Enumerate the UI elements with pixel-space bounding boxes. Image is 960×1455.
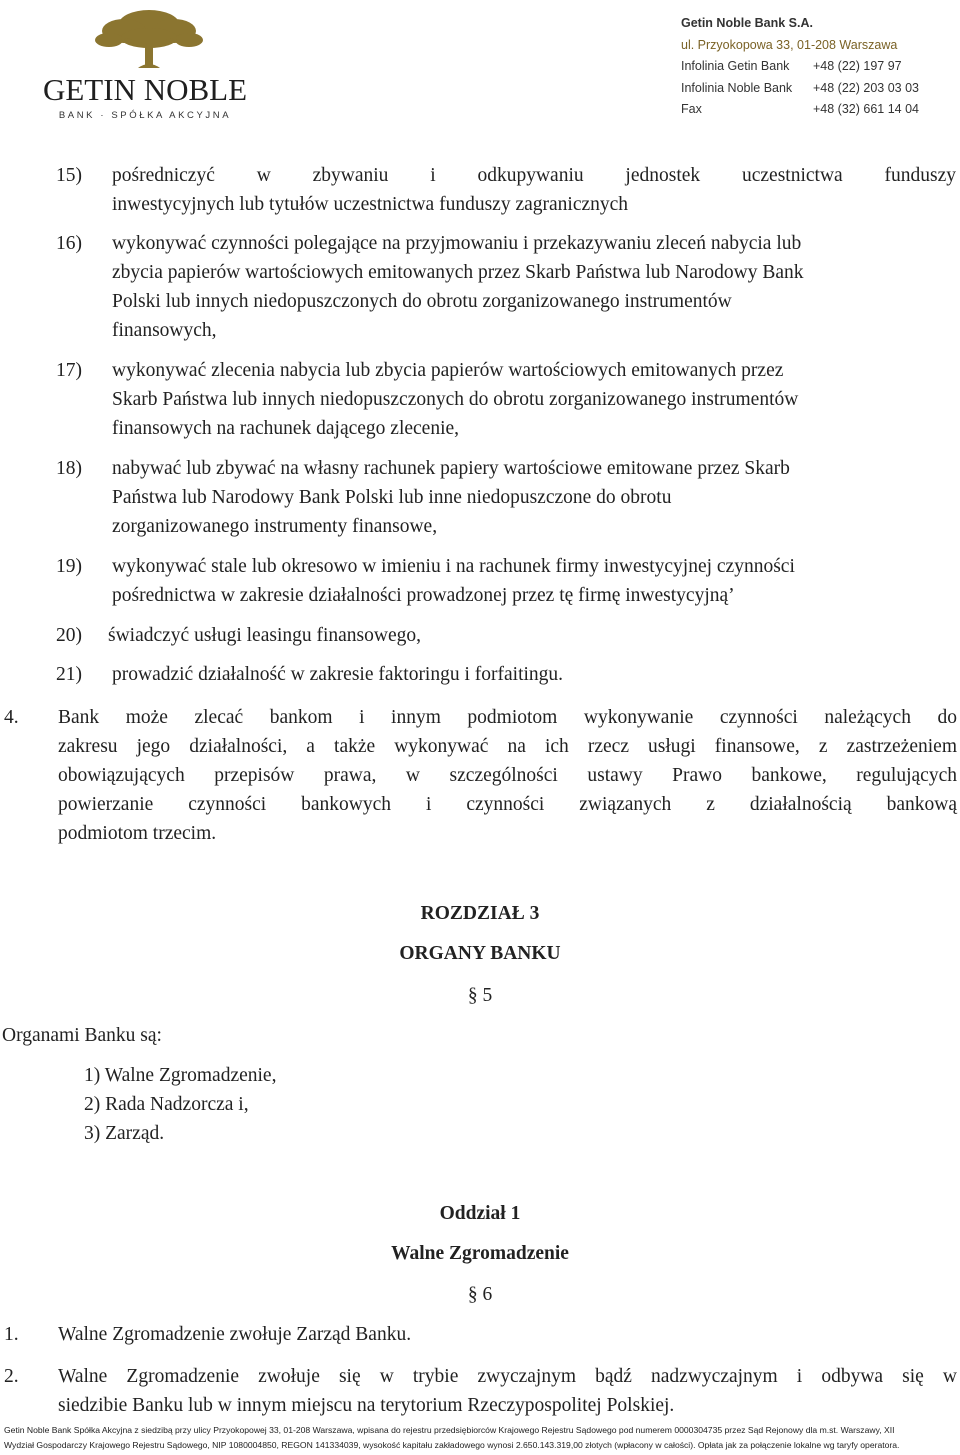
division-subtitle: Walne Zgromadzenie bbox=[391, 1243, 569, 1264]
bank-logo bbox=[30, 4, 250, 124]
footer-line: Getin Noble Bank Spółka Akcyjna z siedzibą przy ulicy Przyokopowej 33, 01-208 Warszawa, wpisana do rejestru przedsiębiorców Krajowego Rejestru Sądowego pod numerem 0000304735 przez Sąd Rejonowy dla m.st. Warszawy, XII bbox=[4, 1425, 895, 1435]
footer-line: Wydział Gospodarczy Krajowego Rejestru Sądowego, NIP 1080004850, REGON 141334039, wysokość kapitału zakładowego wynosi 2.650.143.319,00 złotych (wpłacony w całości). Opłata jak za połączenie lokalne wg taryfy operatora. bbox=[4, 1440, 900, 1450]
item-line: finansowych, bbox=[112, 320, 217, 341]
item-line: wykonywać stale lub okresowo w imieniu i na rachunek firmy inwestycyjnej czynności bbox=[112, 556, 795, 577]
contact-row bbox=[681, 56, 919, 78]
oak-tree-icon bbox=[94, 4, 204, 70]
contact-address: ul. Przyokopowa 33, 01-208 Warszawa bbox=[681, 38, 898, 52]
item-number: 19) bbox=[56, 556, 82, 577]
item-line: wykonywać czynności polegające na przyjmowaniu i przekazywaniu zleceń nabycia lub bbox=[112, 233, 802, 254]
point-line: Walne Zgromadzenie zwołuje Zarząd Banku. bbox=[58, 1324, 412, 1345]
section-number: § 5 bbox=[467, 985, 493, 1006]
point-line: Walne Zgromadzenie zwołuje się w trybie zwyczajnym bądź nadzwyczajnym i odbywa się w bbox=[58, 1366, 957, 1387]
item-line: nabywać lub zbywać na własny rachunek papiery wartościowe emitowane przez Skarb bbox=[112, 458, 790, 479]
contact-label: Fax bbox=[681, 102, 702, 116]
item-line: Państwa lub Narodowy Bank Polski lub inne niedopuszczone do obrotu bbox=[112, 487, 672, 508]
contact-value: +48 (32) 661 14 04 bbox=[813, 102, 919, 116]
item-number: 17) bbox=[56, 360, 82, 381]
contact-value: +48 (22) 197 97 bbox=[813, 59, 902, 73]
item-number: 15) bbox=[56, 165, 82, 186]
chapter-subtitle: ORGANY BANKU bbox=[399, 943, 561, 964]
item-line: Polski lub innych niedopuszczonych do obrotu zorganizowanego instrumentów bbox=[112, 291, 732, 312]
contact-label: Infolinia Noble Bank bbox=[681, 80, 793, 95]
organ-item: 2) Rada Nadzorcza i, bbox=[84, 1094, 249, 1115]
organ-item: 1) Walne Zgromadzenie, bbox=[84, 1065, 277, 1086]
contact-block bbox=[681, 12, 919, 121]
point-number: 4. bbox=[4, 707, 19, 728]
organ-item: 3) Zarząd. bbox=[84, 1123, 165, 1144]
point-line: podmiotom trzecim. bbox=[58, 823, 217, 844]
item-number: 21) bbox=[56, 664, 82, 685]
item-line: wykonywać zlecenia nabycia lub zbycia papierów wartościowych emitowanych przez bbox=[112, 360, 784, 381]
section-number: § 6 bbox=[467, 1284, 493, 1305]
logo-subtitle: BANK · SPÓŁKA AKCYJNA bbox=[58, 110, 232, 121]
logo-wordmark: GETIN NOBLE bbox=[42, 72, 248, 107]
organs-intro: Organami Banku są: bbox=[2, 1025, 162, 1046]
point-number: 2. bbox=[4, 1366, 19, 1387]
chapter-title: ROZDZIAŁ 3 bbox=[420, 903, 540, 924]
item-line: pośredniczyć w zbywaniu i odkupywaniu jednostek uczestnictwa funduszy bbox=[112, 165, 956, 186]
item-number: 18) bbox=[56, 458, 82, 479]
item-line: zorganizowanego instrumenty finansowe, bbox=[112, 516, 438, 537]
contact-row bbox=[681, 99, 919, 121]
item-line: pośrednictwa w zakresie działalności prowadzonej przez tę firmę inwestycyjną’ bbox=[112, 585, 735, 606]
point-line: powierzanie czynności bankowych i czynności związanych z działalnością bankową bbox=[58, 794, 957, 815]
point-line: Bank może zlecać bankom i innym podmiotom wykonywanie czynności należących do bbox=[58, 707, 957, 728]
item-line: finansowych na rachunek dającego zlecenie, bbox=[112, 418, 460, 439]
item-line: zbycia papierów wartościowych emitowanych przez Skarb Państwa lub Narodowy Bank bbox=[112, 262, 804, 283]
point-number: 1. bbox=[4, 1324, 19, 1345]
item-line: Skarb Państwa lub innych niedopuszczonych do obrotu zorganizowanego instrumentów bbox=[112, 389, 799, 410]
item-line: świadczyć usługi leasingu finansowego, bbox=[108, 625, 422, 646]
contact-value: +48 (22) 203 03 03 bbox=[813, 80, 919, 95]
contact-row bbox=[681, 78, 919, 100]
item-number: 16) bbox=[56, 233, 82, 254]
point-line: obowiązujących przepisów prawa, w szczególności ustawy Prawo bankowe, regulujących bbox=[58, 765, 957, 786]
point-line: zakresu jego działalności, a także wykonywać na ich rzecz usługi finansowe, z zastrzeżeniem bbox=[58, 736, 957, 757]
item-line: prowadzić działalność w zakresie faktoringu i forfaitingu. bbox=[112, 664, 564, 685]
division-title: Oddział 1 bbox=[439, 1203, 521, 1224]
page-footer bbox=[0, 1423, 960, 1453]
contact-bank-name: Getin Noble Bank S.A. bbox=[681, 16, 813, 30]
item-number: 20) bbox=[56, 625, 82, 646]
point-line: siedzibie Banku lub w innym miejscu na terytorium Rzeczypospolitej Polskiej. bbox=[58, 1395, 675, 1416]
contact-label: Infolinia Getin Bank bbox=[681, 59, 790, 73]
item-line: inwestycyjnych lub tytułów uczestnictwa funduszy zagranicznych bbox=[112, 194, 629, 215]
